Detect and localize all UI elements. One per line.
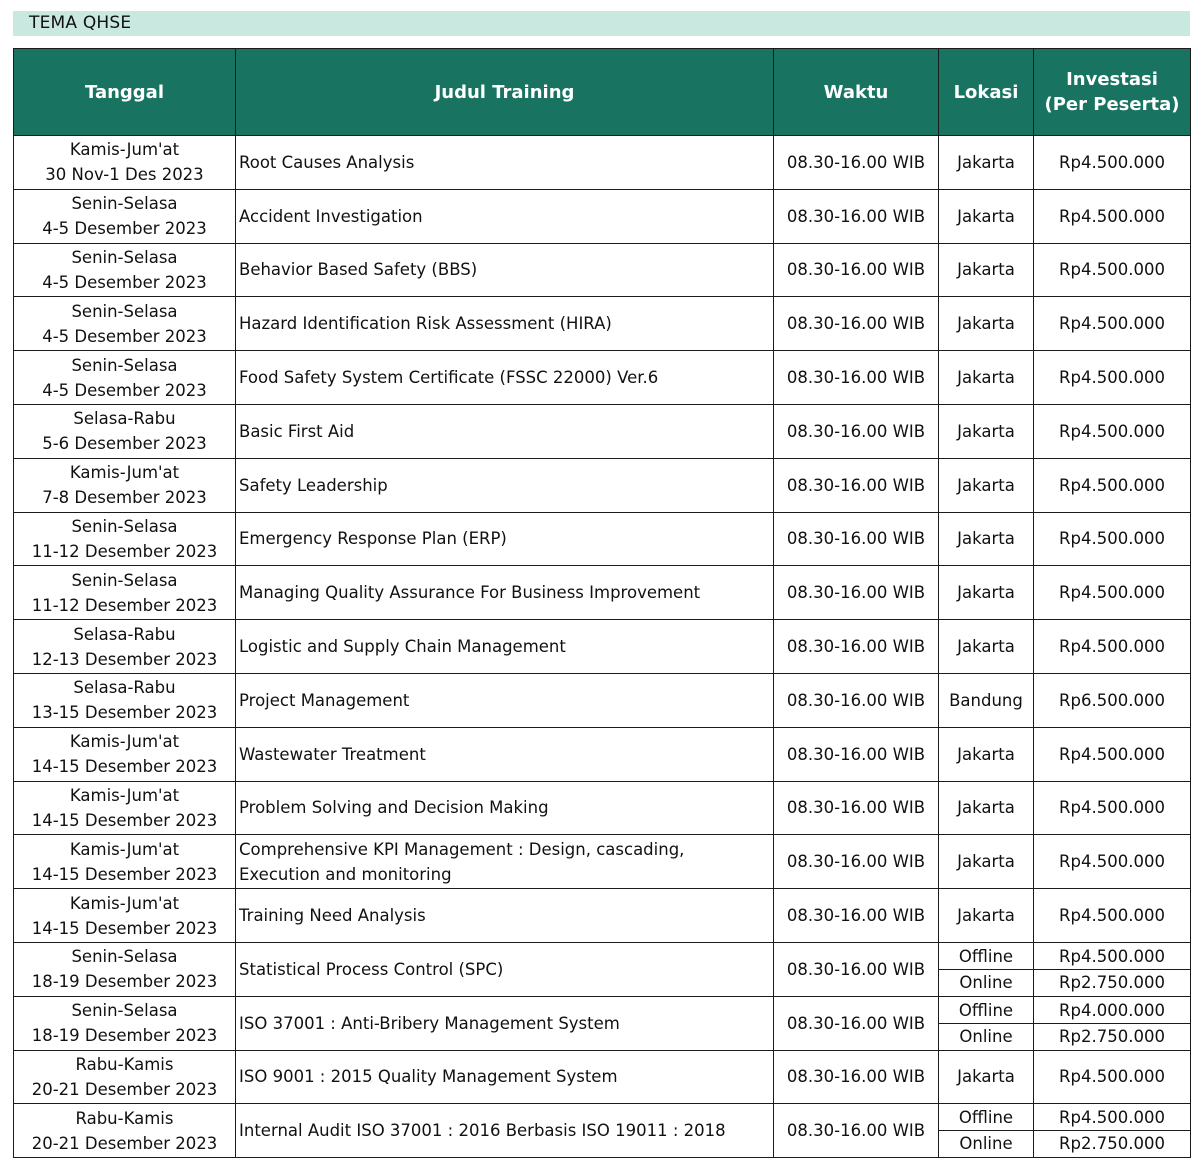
training-title: Problem Solving and Decision Making bbox=[236, 781, 774, 835]
price-cell: Rp4.500.000 bbox=[1034, 512, 1191, 566]
date-cell bbox=[14, 996, 236, 1050]
time-cell: 08.30-16.00 WIB bbox=[774, 297, 939, 351]
price-cell: Rp4.500.000 bbox=[1034, 404, 1191, 458]
table-row bbox=[14, 673, 1191, 727]
date-range: 14-15 Desember 2023 bbox=[31, 864, 218, 884]
training-schedule-table bbox=[13, 48, 1191, 1158]
training-title: Internal Audit ISO 37001 : 2016 Berbasis ISO 19011 : 2018 bbox=[236, 1104, 774, 1158]
date-range: 18-19 Desember 2023 bbox=[31, 972, 218, 992]
training-title: Wastewater Treatment bbox=[236, 727, 774, 781]
header-location: Lokasi bbox=[939, 49, 1034, 136]
price-cell: Rp4.500.000 bbox=[1034, 620, 1191, 674]
location-cell: Jakarta bbox=[939, 620, 1034, 674]
date-cell bbox=[14, 458, 236, 512]
location-cell-option: Online bbox=[939, 1023, 1033, 1049]
time-cell: 08.30-16.00 WIB bbox=[774, 189, 939, 243]
date-range: 18-19 Desember 2023 bbox=[31, 1026, 218, 1046]
date-cell bbox=[14, 835, 236, 889]
table-row bbox=[14, 189, 1191, 243]
training-title: Comprehensive KPI Management : Design, cascading, Execution and monitoring bbox=[236, 835, 774, 889]
header-title: Judul Training bbox=[236, 49, 774, 136]
training-title: Managing Quality Assurance For Business Improvement bbox=[236, 566, 774, 620]
date-cell bbox=[14, 1104, 236, 1158]
table-row bbox=[14, 351, 1191, 405]
location-cell: Jakarta bbox=[939, 512, 1034, 566]
price-cell: Rp4.500.000 bbox=[1034, 351, 1191, 405]
location-cell-option: Offline bbox=[958, 1000, 1014, 1020]
date-cell bbox=[14, 404, 236, 458]
header-time: Waktu bbox=[774, 49, 939, 136]
date-cell bbox=[14, 512, 236, 566]
date-range: 11-12 Desember 2023 bbox=[31, 595, 218, 615]
price-cell-split bbox=[1034, 996, 1191, 1050]
day-range: Rabu-Kamis bbox=[75, 1054, 174, 1074]
price-cell-split bbox=[1034, 1104, 1191, 1158]
header-price-line1: Investasi bbox=[1066, 69, 1158, 90]
time-cell: 08.30-16.00 WIB bbox=[774, 243, 939, 297]
price-cell-option: Rp2.750.000 bbox=[1034, 1130, 1190, 1156]
price-cell: Rp4.500.000 bbox=[1034, 727, 1191, 781]
time-cell: 08.30-16.00 WIB bbox=[774, 1050, 939, 1104]
date-range: 20-21 Desember 2023 bbox=[31, 1133, 218, 1153]
location-cell: Jakarta bbox=[939, 404, 1034, 458]
date-cell bbox=[14, 351, 236, 405]
training-title: Statistical Process Control (SPC) bbox=[236, 942, 774, 996]
location-cell-split bbox=[939, 942, 1034, 996]
theme-bar bbox=[13, 11, 1190, 36]
training-title: ISO 9001 : 2015 Quality Management System bbox=[236, 1050, 774, 1104]
table-row bbox=[14, 136, 1191, 190]
training-title: Hazard Identification Risk Assessment (HIRA) bbox=[236, 297, 774, 351]
time-cell: 08.30-16.00 WIB bbox=[774, 942, 939, 996]
table-row bbox=[14, 620, 1191, 674]
location-cell: Bandung bbox=[939, 673, 1034, 727]
table-row bbox=[14, 835, 1191, 889]
price-cell: Rp4.500.000 bbox=[1034, 243, 1191, 297]
date-range: 7-8 Desember 2023 bbox=[42, 488, 207, 508]
training-title: Basic First Aid bbox=[236, 404, 774, 458]
time-cell: 08.30-16.00 WIB bbox=[774, 1104, 939, 1158]
price-cell: Rp4.500.000 bbox=[1034, 458, 1191, 512]
date-range: 30 Nov-1 Des 2023 bbox=[45, 165, 204, 185]
location-cell: Jakarta bbox=[939, 727, 1034, 781]
price-cell: Rp4.500.000 bbox=[1034, 835, 1191, 889]
day-range: Kamis-Jum'at bbox=[69, 732, 180, 752]
time-cell: 08.30-16.00 WIB bbox=[774, 458, 939, 512]
day-range: Kamis-Jum'at bbox=[69, 893, 180, 913]
date-range: 20-21 Desember 2023 bbox=[31, 1079, 218, 1099]
training-title: Food Safety System Certificate (FSSC 22000) Ver.6 bbox=[236, 351, 774, 405]
location-cell: Jakarta bbox=[939, 889, 1034, 943]
time-cell: 08.30-16.00 WIB bbox=[774, 889, 939, 943]
date-cell bbox=[14, 189, 236, 243]
location-cell: Jakarta bbox=[939, 351, 1034, 405]
day-range: Senin-Selasa bbox=[71, 516, 178, 536]
training-title: Behavior Based Safety (BBS) bbox=[236, 243, 774, 297]
price-cell: Rp4.500.000 bbox=[1034, 189, 1191, 243]
day-range: Rabu-Kamis bbox=[75, 1108, 174, 1128]
date-cell bbox=[14, 781, 236, 835]
location-cell: Jakarta bbox=[939, 189, 1034, 243]
price-cell: Rp4.500.000 bbox=[1034, 1050, 1191, 1104]
location-cell-option: Online bbox=[939, 1130, 1033, 1156]
time-cell: 08.30-16.00 WIB bbox=[774, 404, 939, 458]
date-range: 12-13 Desember 2023 bbox=[31, 649, 218, 669]
table-row bbox=[14, 243, 1191, 297]
day-range: Senin-Selasa bbox=[71, 301, 178, 321]
location-cell: Jakarta bbox=[939, 835, 1034, 889]
time-cell: 08.30-16.00 WIB bbox=[774, 727, 939, 781]
day-range: Senin-Selasa bbox=[71, 355, 178, 375]
day-range: Senin-Selasa bbox=[71, 1001, 178, 1021]
location-cell-split bbox=[939, 1104, 1034, 1158]
training-title: Emergency Response Plan (ERP) bbox=[236, 512, 774, 566]
day-range: Kamis-Jum'at bbox=[69, 140, 180, 160]
day-range: Kamis-Jum'at bbox=[69, 839, 180, 859]
date-range: 5-6 Desember 2023 bbox=[42, 434, 207, 454]
day-range: Selasa-Rabu bbox=[73, 678, 176, 698]
table-row bbox=[14, 996, 1191, 1050]
price-cell-option: Rp2.750.000 bbox=[1034, 1023, 1190, 1049]
header-price-line2: (Per Peserta) bbox=[1044, 94, 1180, 115]
price-cell: Rp4.500.000 bbox=[1034, 889, 1191, 943]
date-range: 4-5 Desember 2023 bbox=[42, 326, 207, 346]
date-cell bbox=[14, 727, 236, 781]
time-cell: 08.30-16.00 WIB bbox=[774, 512, 939, 566]
date-range: 13-15 Desember 2023 bbox=[31, 703, 218, 723]
price-cell: Rp4.500.000 bbox=[1034, 136, 1191, 190]
location-cell: Jakarta bbox=[939, 458, 1034, 512]
day-range: Kamis-Jum'at bbox=[69, 463, 180, 483]
day-range: Senin-Selasa bbox=[71, 947, 178, 967]
date-cell bbox=[14, 889, 236, 943]
time-cell: 08.30-16.00 WIB bbox=[774, 566, 939, 620]
time-cell: 08.30-16.00 WIB bbox=[774, 620, 939, 674]
day-range: Senin-Selasa bbox=[71, 194, 178, 214]
date-cell bbox=[14, 566, 236, 620]
table-row bbox=[14, 404, 1191, 458]
price-cell-option: Rp4.500.000 bbox=[1059, 946, 1165, 966]
training-title: Logistic and Supply Chain Management bbox=[236, 620, 774, 674]
training-title: Root Causes Analysis bbox=[236, 136, 774, 190]
day-range: Selasa-Rabu bbox=[73, 409, 176, 429]
training-title: Safety Leadership bbox=[236, 458, 774, 512]
price-cell: Rp4.500.000 bbox=[1034, 297, 1191, 351]
day-range: Kamis-Jum'at bbox=[69, 785, 180, 805]
location-cell-option: Offline bbox=[958, 946, 1014, 966]
location-cell: Jakarta bbox=[939, 1050, 1034, 1104]
table-row bbox=[14, 1104, 1191, 1158]
table-row bbox=[14, 727, 1191, 781]
time-cell: 08.30-16.00 WIB bbox=[774, 136, 939, 190]
training-title: ISO 37001 : Anti-Bribery Management System bbox=[236, 996, 774, 1050]
table-row bbox=[14, 566, 1191, 620]
header-date: Tanggal bbox=[14, 49, 236, 136]
location-cell: Jakarta bbox=[939, 566, 1034, 620]
day-range: Selasa-Rabu bbox=[73, 624, 176, 644]
date-range: 14-15 Desember 2023 bbox=[31, 918, 218, 938]
date-cell bbox=[14, 942, 236, 996]
table-header-row bbox=[14, 49, 1191, 136]
table-row bbox=[14, 297, 1191, 351]
price-cell-option: Rp4.500.000 bbox=[1059, 1108, 1165, 1128]
price-cell-option: Rp2.750.000 bbox=[1034, 969, 1190, 995]
date-cell bbox=[14, 243, 236, 297]
price-cell-option: Rp4.000.000 bbox=[1059, 1000, 1165, 1020]
theme-label: TEMA QHSE bbox=[29, 13, 132, 33]
location-cell-option: Offline bbox=[958, 1108, 1014, 1128]
training-title: Accident Investigation bbox=[236, 189, 774, 243]
location-cell: Jakarta bbox=[939, 297, 1034, 351]
location-cell: Jakarta bbox=[939, 136, 1034, 190]
date-cell bbox=[14, 620, 236, 674]
date-range: 14-15 Desember 2023 bbox=[31, 810, 218, 830]
day-range: Senin-Selasa bbox=[71, 247, 178, 267]
price-cell: Rp6.500.000 bbox=[1034, 673, 1191, 727]
location-cell-option: Online bbox=[939, 969, 1033, 995]
time-cell: 08.30-16.00 WIB bbox=[774, 673, 939, 727]
time-cell: 08.30-16.00 WIB bbox=[774, 781, 939, 835]
time-cell: 08.30-16.00 WIB bbox=[774, 351, 939, 405]
header-price bbox=[1034, 49, 1191, 136]
date-cell bbox=[14, 1050, 236, 1104]
price-cell-split bbox=[1034, 942, 1191, 996]
date-range: 4-5 Desember 2023 bbox=[42, 272, 207, 292]
date-range: 11-12 Desember 2023 bbox=[31, 541, 218, 561]
date-cell bbox=[14, 297, 236, 351]
table-row bbox=[14, 458, 1191, 512]
table-row bbox=[14, 942, 1191, 996]
table-row bbox=[14, 889, 1191, 943]
table-row bbox=[14, 512, 1191, 566]
location-cell: Jakarta bbox=[939, 781, 1034, 835]
time-cell: 08.30-16.00 WIB bbox=[774, 996, 939, 1050]
training-title: Project Management bbox=[236, 673, 774, 727]
table-body bbox=[14, 136, 1191, 1158]
price-cell: Rp4.500.000 bbox=[1034, 781, 1191, 835]
date-cell bbox=[14, 136, 236, 190]
time-cell: 08.30-16.00 WIB bbox=[774, 835, 939, 889]
date-range: 4-5 Desember 2023 bbox=[42, 219, 207, 239]
day-range: Senin-Selasa bbox=[71, 570, 178, 590]
date-range: 4-5 Desember 2023 bbox=[42, 380, 207, 400]
table-row bbox=[14, 781, 1191, 835]
location-cell-split bbox=[939, 996, 1034, 1050]
price-cell: Rp4.500.000 bbox=[1034, 566, 1191, 620]
date-cell bbox=[14, 673, 236, 727]
table-row bbox=[14, 1050, 1191, 1104]
training-title: Training Need Analysis bbox=[236, 889, 774, 943]
date-range: 14-15 Desember 2023 bbox=[31, 757, 218, 777]
location-cell: Jakarta bbox=[939, 243, 1034, 297]
